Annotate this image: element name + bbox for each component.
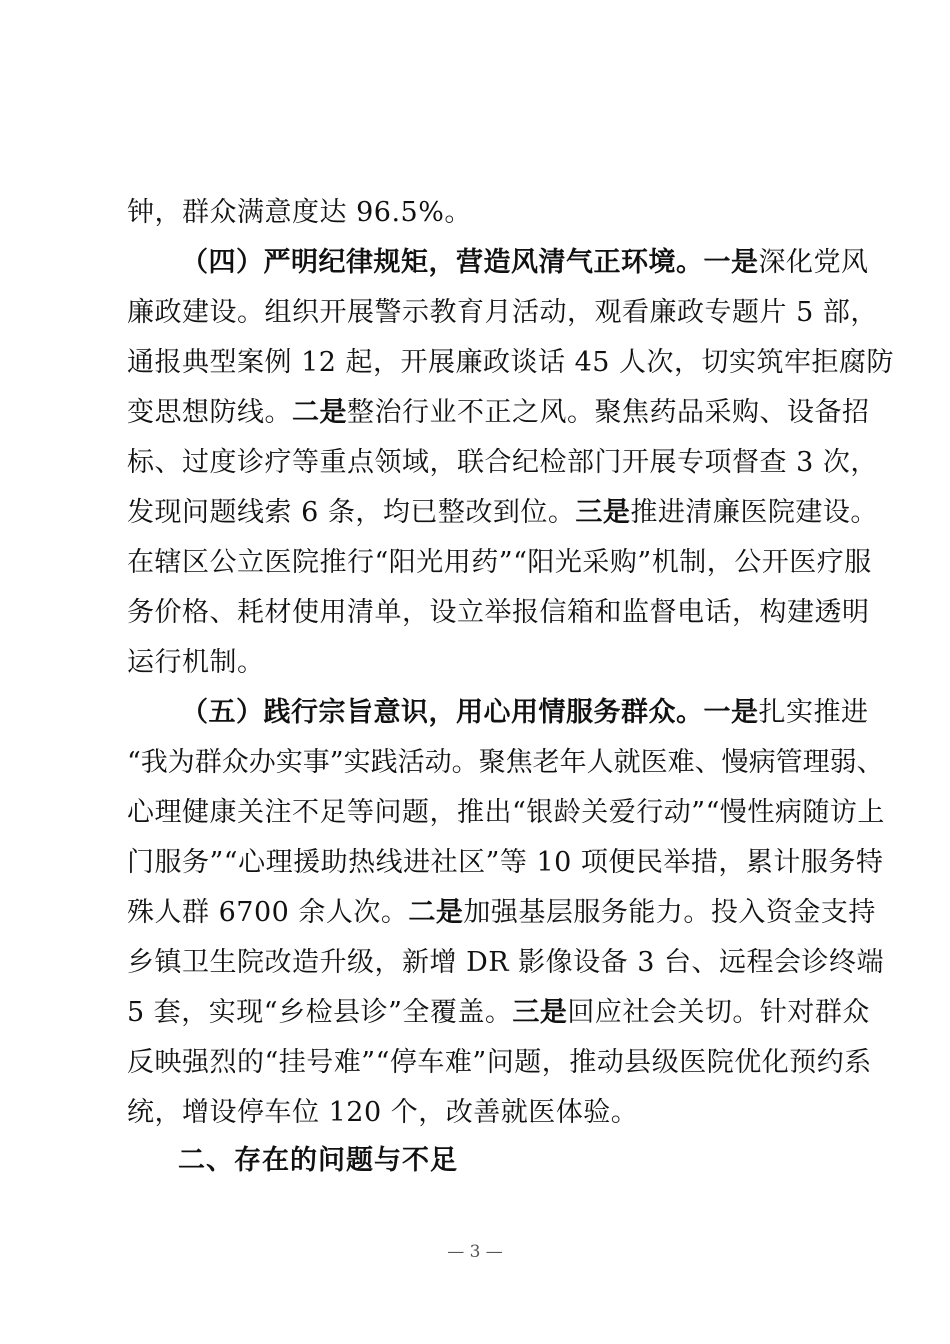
line-text: 廉政建设。组织开展警示教育月活动，观看廉政专题片 5 部， (127, 297, 878, 328)
line-17 (127, 988, 870, 1038)
line-7 (127, 488, 878, 538)
line-text: 变思想防线。 (127, 397, 292, 428)
line-text: 推进清廉医院建设。 (630, 497, 878, 528)
line-text: 扎实推进 (758, 697, 869, 728)
line-text: 殊人群 6700 余人次。 (127, 897, 409, 928)
line-text: 5 套，实现“乡检县诊”全覆盖。 (127, 997, 513, 1028)
line-text: 回应社会关切。针对群众 (567, 997, 870, 1028)
line-6 (127, 438, 878, 488)
line-16 (127, 938, 884, 988)
line-5 (127, 388, 870, 438)
line-text: 统，增设停车位 120 个，改善就医体验。 (127, 1097, 639, 1128)
page-number: — 3 — (447, 1242, 503, 1262)
section-heading: 二、存在的问题与不足 (178, 1145, 458, 1176)
line-10 (127, 638, 837, 688)
subheading-4: （四）严明纪律规矩，营造风清气正环境。一是 (181, 247, 759, 278)
line-text: 心理健康关注不足等问题，推出“银龄关爱行动”“慢性病随访上 (127, 797, 885, 828)
line-text: “我为群众办实事”实践活动。聚焦老年人就医难、慢病管理弱、 (127, 747, 884, 778)
line-text: 钟，群众满意度达 96.5%。 (127, 197, 472, 228)
line-text: 标、过度诊疗等重点领域，联合纪检部门开展专项督查 3 次， (127, 447, 878, 478)
line-text: 在辖区公立医院推行“阳光用药”“阳光采购”机制，公开医疗服 (127, 547, 872, 578)
line-text: 通报典型案例 12 起，开展廉政谈话 45 人次，切实筑牢拒腐防 (127, 347, 895, 378)
line-11 (181, 688, 891, 738)
line-13 (127, 788, 885, 838)
line-text: 乡镇卫生院改造升级，新增 DR 影像设备 3 台、远程会诊终端 (127, 947, 884, 978)
line-text: 门服务”“心理援助热线进社区”等 10 项便民举措，累计服务特 (127, 847, 884, 878)
line-8 (127, 538, 872, 588)
line-4 (127, 338, 895, 388)
line-text: 加强基层服务能力。投入资金支持 (463, 897, 876, 928)
line-19 (127, 1088, 837, 1138)
subheading-5: （五）践行宗旨意识，用心用情服务群众。一是 (181, 697, 759, 728)
line-18 (127, 1038, 872, 1088)
line-15 (127, 888, 876, 938)
emphasis-sanshi: 三是 (575, 497, 631, 528)
emphasis-ershi: 二是 (408, 897, 464, 928)
line-text: 整治行业不正之风。聚焦药品采购、设备招 (347, 397, 870, 428)
emphasis-ershi: 二是 (292, 397, 347, 428)
emphasis-sanshi: 三是 (512, 997, 568, 1028)
line-2 (181, 238, 891, 288)
line-text: 反映强烈的“挂号难”“停车难”问题，推动县级医院优化预约系 (127, 1047, 872, 1078)
line-14 (127, 838, 884, 888)
line-text: 运行机制。 (127, 647, 265, 678)
line-9 (127, 588, 870, 638)
line-text: 深化党风 (758, 247, 869, 278)
line-3 (127, 288, 878, 338)
line-text: 务价格、耗材使用清单，设立举报信箱和监督电话，构建透明 (127, 597, 870, 628)
line-1 (127, 188, 837, 238)
line-12 (127, 738, 884, 788)
line-text: 发现问题线索 6 条，均已整改到位。 (127, 497, 576, 528)
